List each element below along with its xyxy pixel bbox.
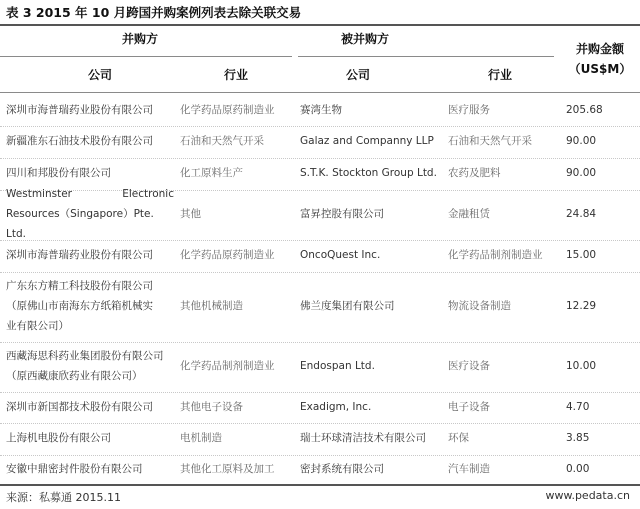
amount-cell: 0.00 [566, 462, 590, 475]
header-target-company: 公司 [345, 68, 370, 82]
acquirer-industry-cell: 化学药品原药制造业 [180, 249, 275, 262]
acquirer-industry-cell: 其他化工原料及加工 [180, 462, 275, 475]
acquirer-company-cell-line: （原佛山市南海东方纸箱机械实 [6, 300, 153, 313]
amount-cell: 15.00 [566, 249, 597, 262]
acquirer-company-cell-line: 广东东方精工科技股份有限公司 [6, 280, 153, 293]
target-industry-cell: 医疗设备 [448, 360, 490, 373]
table-row [0, 240, 640, 272]
target-company-cell-line: Galaz and Companny LLP [300, 135, 434, 148]
acquirer-company-cell-line: 四川和邦股份有限公司 [6, 167, 111, 180]
table-row [0, 126, 640, 158]
target-company-cell-line: 密封系统有限公司 [300, 462, 384, 475]
table-row [0, 190, 640, 240]
amount-cell: 90.00 [566, 167, 597, 180]
target-company-cell [300, 240, 438, 272]
amount-cell: 10.00 [566, 360, 597, 373]
header-acq-company: 公司 [87, 68, 112, 82]
acquirer-company-cell [6, 392, 174, 423]
amount-cell: 3.85 [566, 432, 590, 445]
acquirer-company-cell-line: 新疆准东石油技术股份有限公司 [6, 135, 153, 148]
target-industry-cell: 医疗服务 [448, 103, 490, 116]
header-acquirer: 并购方 [121, 32, 158, 46]
acquirer-company-cell [6, 240, 174, 272]
table-row [0, 423, 640, 455]
acquirer-industry-cell: 其他 [180, 208, 201, 221]
target-company-cell-line: 佛兰度集团有限公司 [300, 300, 395, 313]
target-company-cell [300, 158, 438, 190]
acquirer-industry-cell: 化工原料生产 [180, 167, 243, 180]
amount-cell: 4.70 [566, 400, 590, 413]
acquirer-company-cell-line: 上海机电股份有限公司 [6, 432, 111, 445]
acquirer-company-cell [6, 190, 174, 240]
header-amount-unit: （US$M） [568, 62, 632, 76]
target-company-cell-line: S.T.K. Stockton Group Ltd. [300, 167, 437, 180]
target-company-cell-line: OncoQuest Inc. [300, 249, 381, 262]
target-company-cell [300, 126, 438, 158]
amount-cell: 24.84 [566, 208, 597, 221]
acquirer-industry-cell: 化学药品原药制造业 [180, 103, 275, 116]
acquirer-company-cell [6, 423, 174, 455]
acquirer-industry-cell: 石油和天然气开采 [180, 135, 264, 148]
table-row [0, 272, 640, 342]
acquirer-company-cell-line: Westminster Electronic [6, 188, 174, 201]
target-industry-cell: 汽车制造 [448, 462, 490, 475]
acquirer-company-cell [6, 342, 174, 392]
acquirer-company-cell-line: Resources（Singapore）Pte. Ltd. [6, 208, 154, 240]
table-row [0, 392, 640, 423]
target-company-cell [300, 342, 438, 392]
acquirer-company-cell-line: 西藏海思科药业集团股份有限公司 [6, 350, 164, 363]
target-industry-cell: 农药及肥料 [448, 167, 501, 180]
target-industry-cell: 金融租赁 [448, 208, 490, 221]
acquirer-company-cell-line: 安徽中鼎密封件股份有限公司 [6, 462, 143, 475]
source-note: 来源：私募通 2015.11 [6, 491, 121, 504]
acquirer-company-cell-line: 深圳市海普瑞药业股份有限公司 [6, 249, 153, 262]
target-industry-cell: 环保 [448, 432, 469, 445]
target-company-cell [300, 455, 438, 484]
acquirer-company-cell-line: 业有限公司） [6, 319, 69, 332]
target-company-cell-line: 赛湾生物 [300, 103, 342, 116]
target-industry-cell: 化学药品制剂制造业 [448, 249, 543, 262]
amount-cell: 12.29 [566, 300, 597, 313]
acquirer-company-cell-line: （原西藏康欣药业有限公司） [6, 370, 143, 382]
acquirer-industry-cell: 其他电子设备 [180, 400, 243, 413]
source-url: www.pedata.cn [545, 489, 630, 502]
acquirer-industry-cell: 化学药品制剂制造业 [180, 360, 275, 373]
table-title: 表 3 2015 年 10 月跨国并购案例列表去除关联交易 [6, 5, 302, 20]
header-rule [0, 92, 640, 93]
header-target: 被并购方 [340, 32, 389, 46]
acquirer-company-cell [6, 95, 174, 126]
table-row [0, 455, 640, 484]
top-rule [0, 24, 640, 26]
acquirer-industry-cell: 其他机械制造 [180, 300, 243, 313]
acquirer-subrule [0, 56, 292, 57]
target-company-cell-line: Exadigm, Inc. [300, 400, 372, 413]
table-row [0, 95, 640, 126]
target-industry-cell: 电子设备 [448, 400, 490, 413]
acquirer-industry-cell: 电机制造 [180, 432, 222, 445]
target-company-cell-line: 瑞士环球清洁技术有限公司 [300, 432, 426, 445]
table-row [0, 342, 640, 392]
acquirer-company-cell-line: 深圳市新国都技术股份有限公司 [6, 400, 153, 413]
target-company-cell [300, 190, 438, 240]
target-subrule [298, 56, 554, 57]
target-industry-cell: 物流设备制造 [448, 300, 511, 313]
target-company-cell [300, 272, 438, 342]
acquirer-company-cell [6, 455, 174, 484]
target-industry-cell: 石油和天然气开采 [448, 135, 532, 148]
bottom-rule [0, 484, 640, 486]
acquirer-company-cell [6, 126, 174, 158]
target-company-cell-line: 富昇控股有限公司 [300, 208, 384, 221]
acquirer-company-cell [6, 272, 174, 342]
amount-cell: 90.00 [566, 135, 597, 148]
header-acq-industry: 行业 [223, 68, 248, 82]
target-company-cell [300, 95, 438, 126]
target-company-cell [300, 423, 438, 455]
header-amount: 并购金额 [575, 42, 624, 56]
acquirer-company-cell-line: 深圳市海普瑞药业股份有限公司 [6, 103, 153, 116]
amount-cell: 205.68 [566, 103, 603, 116]
header-target-industry: 行业 [487, 68, 512, 82]
target-company-cell [300, 392, 438, 423]
target-company-cell-line: Endospan Ltd. [300, 360, 375, 373]
